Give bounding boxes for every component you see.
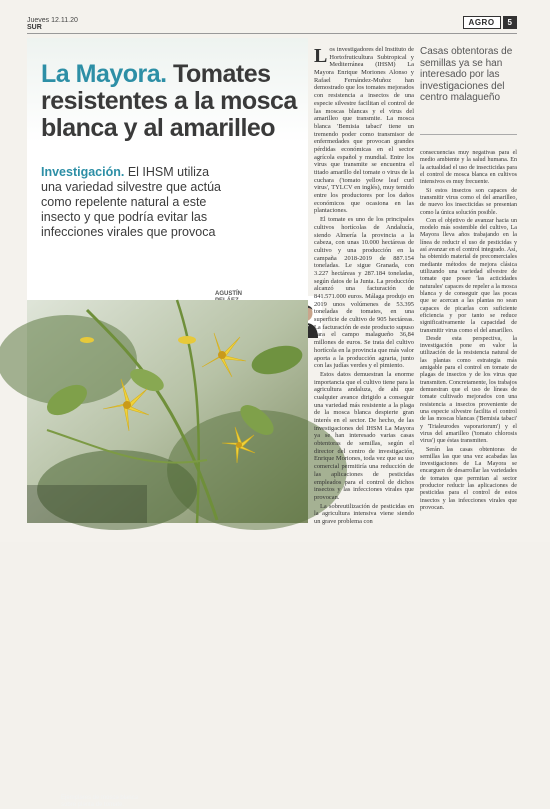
byline-first-name: AGUSTÍN [215, 291, 242, 297]
article-paragraph: Si estos insectos son capaces de transmitir virus como el del amarilleo, de nuevo los insecticidas se presentan como la única solución posible. [420, 187, 517, 216]
subheadline-text: El IHSM utiliza una variedad silvestre que actúa como repelente natural a este insecto y que podría evitar las infecciones virales que provoca [41, 165, 221, 239]
article-paragraph: Estos datos demuestran la enorme importancia que el cultivo tiene para la agricultura andaluza, de ahí que cualquier avance dirigido a conseguir una variedad más resistente a la plaga de la mosca blanca despierte gran interés en el sector. De hecho, de las investigaciones del IHSM La Mayora ya se han interesado varias casas obtentoras de semillas, según el director del centro de investigación, Enrique Moriones, toda vez que su uso comercial permitiría una reducción de las aplicaciones de pesticidas empleados para el control de dichos insectos y las infecciones virales que provocan. [314, 370, 414, 501]
article-column-1 [314, 46, 414, 527]
headline [41, 61, 306, 142]
article-paragraph: consecuencias muy negativas para el medio ambiente y la salud humana. En la actualidad el uso de insecticidas para el control de mosca blanca en cultivos intensivos es muy frecuente. [420, 150, 517, 186]
headline-panel [27, 38, 308, 300]
headline-brand: La Mayora. [41, 60, 167, 88]
section-name: AGRO [463, 16, 501, 29]
article-paragraph: El tomate es uno de los principales cultivos hortícolas de Andalucía, siendo Almería la provincia a la cabeza, con unas 10.000 hectáreas de cultivo y una producción en la campaña 2018-2019 de 887.154 toneladas. Le sigue Granada, con 3.227 hectáreas y 287.184 toneladas, según datos de la Junta. La producción alcanzó una facturación de 841.571.000 euros. Málaga produjo en 2019 unos volúmenes de 53.395 toneladas de tomates, en una superficie de cultivo de 905 hectáreas. La facturación de este producto supuso para el campo malagueño 36,84 millones de euros. Se trata del cultivo hortícola en la provincia que más valor aporta a la producción agraria, junto con las judías verdes y el pimiento. [314, 216, 414, 370]
newspaper-name: SUR [27, 24, 42, 31]
article-paragraph [314, 46, 414, 215]
masthead [27, 17, 517, 31]
article-column-2 [420, 150, 517, 513]
subheadline [41, 165, 231, 240]
tomato-plant-photo [27, 300, 308, 808]
article-paragraph: Con el objetivo de avanzar hacia un modelo más sostenible del cultivo, La Mayora lleva años trabajando en la línea de reducir el uso de pesticidas y así avanzar en el control integrado. Así, ha obtenido material de precomerciales mediante métodos de mejora clásica utilizando una variedad silvestre de tomate que posee 'las acticidades naturales' capaces de repeler a la mosca blanca y de conseguir que las pocas que se acercan a las plantas no sean capaces de picarlas con suficiente eficiencia y por tanto se reduce significativamente la capacidad de transmitir virus como el del amarilleo. [420, 217, 517, 334]
subheadline-lead: Investigación. [41, 165, 125, 179]
pull-quote-divider [420, 134, 517, 135]
drop-cap: L [314, 45, 328, 67]
article-paragraph: Desde esta perspectiva, la investigación pone en valor la utilización de la resistencia natural de las plantas como estrategia más amigable para el control en tomate de plagas de insectos y de los virus que transmiten. Concretamente, los trabajos demuestran que el uso de líneas de tomate cultivado mejorados con una resistencia a insectos proveniente de una especie silvestre facilita el control de las moscas blancas ('Bemisia tabaci' y 'Trialeurodes vaporariorum') y el virus del amarilleo ('tomato chlorosis virus') que éstas transmiten. [420, 335, 517, 445]
paragraph-text: os investigadores del Instituto de Hortofruticultura Subtropical y Mediterránea (IHSM) La Mayora Enrique Moriones Alonso y Rafael Fernández-Muñoz han demostrado que los tomates mejorados con resistencia a insectos de una especie silvestre facilitan el control de las moscas blancas y el virus del amarilleo que transmite. La mosca blanca 'Bemisia tabaci' tiene un tremendo poder como transmisor de enfermedades que provocan grandes pérdidas económicas en el sector agrícola español y mundial. Entre los virus que transmite se encuentra el titado amarillo del tomate o virus de la cuchara ('tomato yellow leaf curl virus', TYLCV en inglés), muy temido entre los productores por los daños económicos que ocasiona en las plantaciones. [314, 46, 414, 215]
photo-caption: Ejemplares de mosca blanca sobre planta de tomate. [61, 795, 139, 808]
article-paragraph: La sobreutilización de pesticidas en la agricultura intensiva viene siendo un grave problema con [314, 502, 414, 525]
pull-quote: Casas obtentoras de semillas ya se han interesado por las investigaciones del centro malagueño [420, 46, 513, 103]
masthead-divider [27, 33, 517, 34]
photo-illustration [27, 300, 308, 523]
issue-date: Jueves 12.11.20 [27, 17, 78, 24]
page-number: 5 [503, 16, 517, 29]
headline-text: Tomates resistentes a la mosca blanca y al amarilleo [41, 60, 297, 142]
article-paragraph: Serán las casas obtentoras de semillas las que una vez acabadas las investigaciones de La Mayora se encarguen de desarrollar las variedades de tomates que permitan al sector productor reducir las aplicaciones de pesticidas para el control de estos insectos y las infecciones virales que provocan. [420, 446, 517, 511]
section-tag [463, 16, 517, 29]
